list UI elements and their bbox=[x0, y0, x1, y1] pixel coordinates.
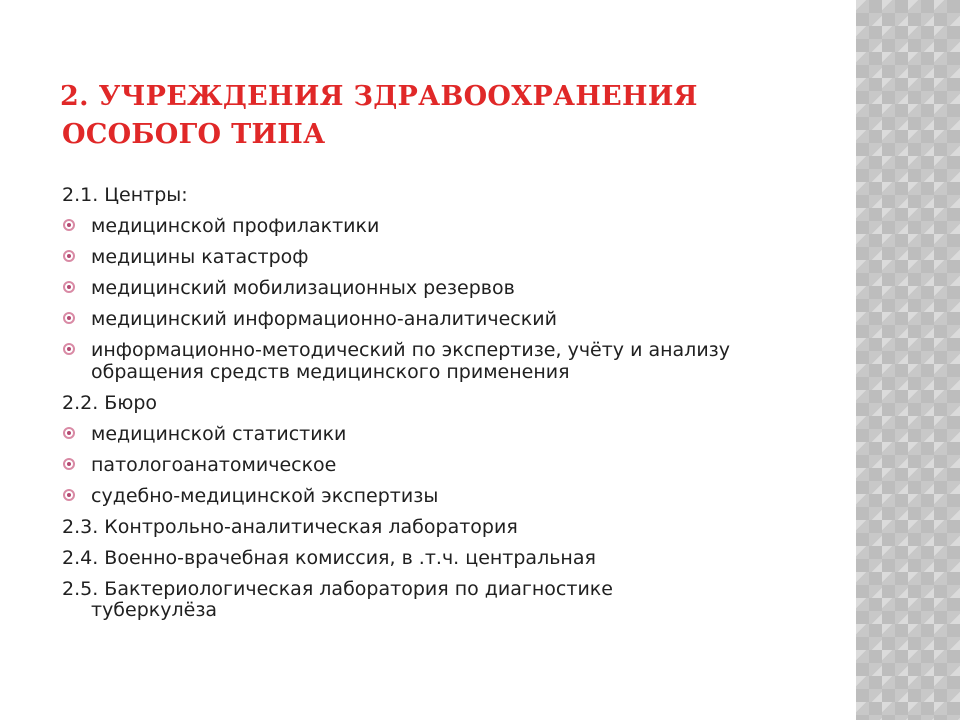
section-2-3: 2.3. Контрольно-аналитическая лаборатория bbox=[62, 516, 518, 538]
section-2-5 bbox=[62, 578, 822, 621]
bullet-icon bbox=[63, 219, 75, 231]
slide-title bbox=[60, 78, 820, 154]
section-2-4: 2.4. Военно-врачебная комиссия, в .т.ч. центральная bbox=[62, 547, 596, 569]
list-item-text: медицины катастроф bbox=[91, 246, 309, 268]
section-2-5-line-2: туберкулёза bbox=[91, 599, 218, 621]
title-line-2: ОСОБОГО ТИПА bbox=[62, 119, 326, 150]
bullet-icon bbox=[63, 489, 75, 501]
section-2-2-heading: 2.2. Бюро bbox=[62, 392, 158, 414]
title-line-1: 2. УЧРЕЖДЕНИЯ ЗДРАВООХРАНЕНИЯ bbox=[60, 81, 698, 112]
list-item-text: патологоанатомическое bbox=[91, 454, 337, 476]
list-item-text: судебно-медицинской экспертизы bbox=[91, 485, 439, 507]
list-item-text: медицинский информационно-аналитический bbox=[91, 308, 557, 330]
list-item-text: медицинской профилактики bbox=[91, 215, 380, 237]
decorative-side-pattern bbox=[856, 0, 960, 720]
bullet-icon bbox=[63, 312, 75, 324]
content-list bbox=[62, 184, 822, 630]
list-item-text: медицинской статистики bbox=[91, 423, 347, 445]
list-item bbox=[62, 454, 822, 476]
list-item-text: информационно-методический по экспертизе, учёту и анализу обращения средств медицинского применения bbox=[91, 339, 731, 383]
list-item bbox=[62, 277, 822, 299]
list-item bbox=[62, 308, 822, 330]
section-2-5-line-1: 2.5. Бактериологическая лаборатория по диагностике bbox=[62, 578, 613, 600]
bullet-icon bbox=[63, 281, 75, 293]
list-item bbox=[62, 339, 822, 383]
list-item-text: медицинский мобилизационных резервов bbox=[91, 277, 515, 299]
section-2-1-heading: 2.1. Центры: bbox=[62, 184, 188, 206]
bullet-icon bbox=[63, 343, 75, 355]
list-item bbox=[62, 246, 822, 268]
list-item bbox=[62, 423, 822, 445]
bullet-icon bbox=[63, 427, 75, 439]
bullet-icon bbox=[63, 458, 75, 470]
list-item bbox=[62, 485, 822, 507]
list-item bbox=[62, 215, 822, 237]
bullet-icon bbox=[63, 250, 75, 262]
